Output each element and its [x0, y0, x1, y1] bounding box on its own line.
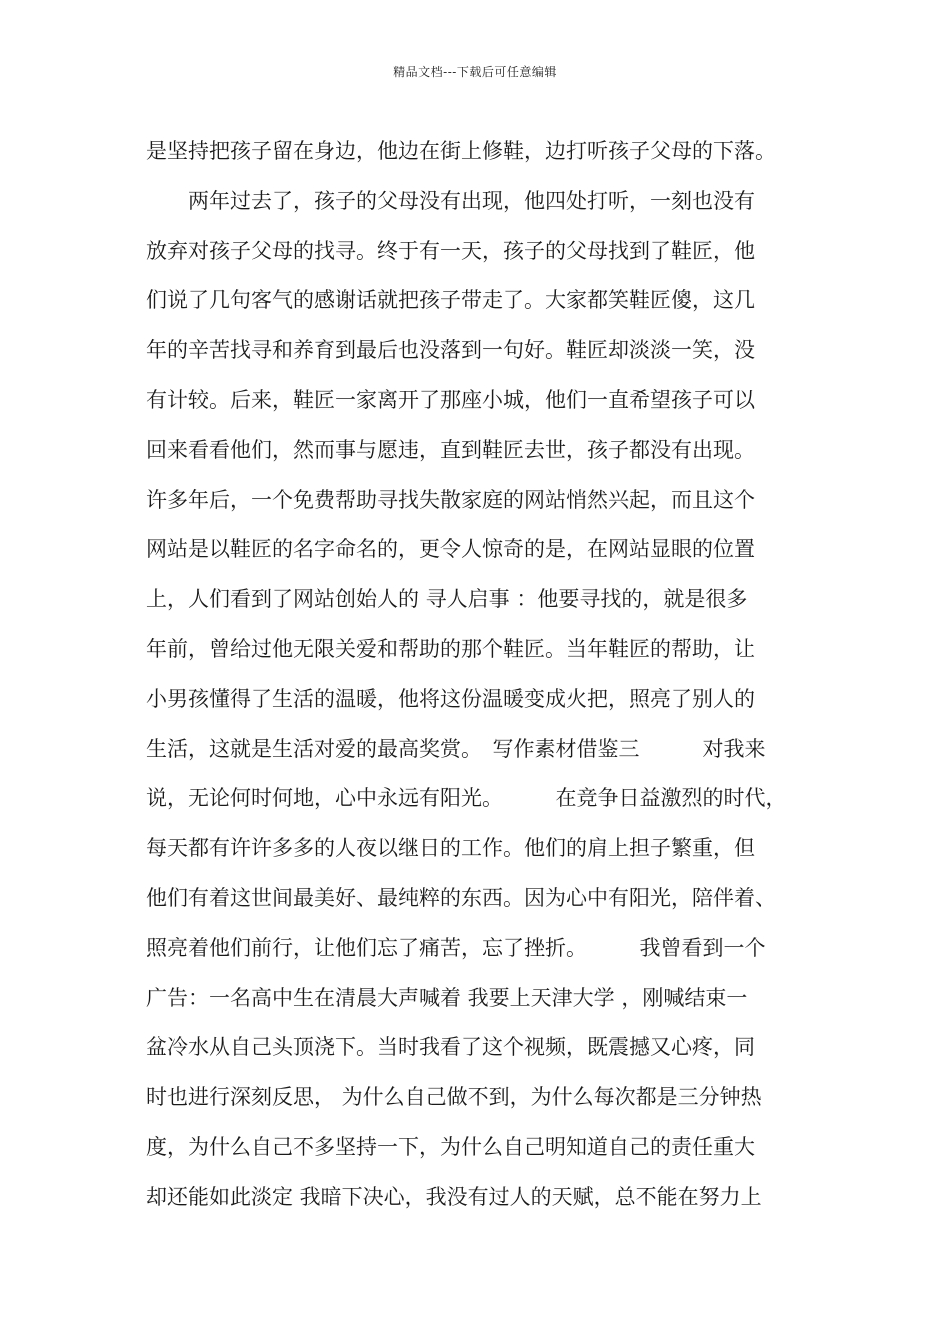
text-line: 度，为什么自己不多坚持一下，为什么自己明知道自己的责任重大 [146, 1134, 755, 1159]
body-text [146, 127, 826, 1223]
text-line: 年的辛苦找寻和养育到最后也没落到一句好。鞋匠却淡淡一笑，没 [146, 338, 755, 363]
text-line: 是坚持把孩子留在身边，他边在街上修鞋，边打听孩子父母的下落。 [146, 139, 776, 163]
text-line: 网站是以鞋匠的名字命名的，更令人惊奇的是，在网站显眼的位置 [146, 537, 755, 562]
text-line: 每天都有许许多多的人夜以继日的工作。他们的肩上担子繁重，但 [146, 836, 755, 861]
text-line: 盆冷水从自己头顶浇下。当时我看了这个视频，既震撼又心疼，同 [146, 1035, 755, 1060]
text-line: 广告：一名高中生在清晨大声喊着 我要上天津大学 ，刚喊结束一 [146, 985, 748, 1010]
text-line: 生活，这就是生活对爱的最高奖赏。 写作素材借鉴三 对我来 [146, 736, 766, 761]
text-line: 回来看看他们，然而事与愿违，直到鞋匠去世，孩子都没有出现。 [146, 437, 755, 462]
text-line: 说，无论何时何地，心中永远有阳光。 在竞争日益激烈的时代， [146, 786, 787, 811]
text-line: 上，人们看到了网站创始人的 寻人启事 ：他要寻找的，就是很多 [146, 587, 748, 612]
page-header: 精品文档---下载后可任意编辑 [393, 65, 557, 79]
text-line: 两年过去了，孩子的父母没有出现，他四处打听，一刻也没有 [146, 188, 755, 213]
text-line: 有计较。后来，鞋匠一家离开了那座小城，他们一直希望孩子可以 [146, 387, 755, 412]
text-line: 放弃对孩子父母的找寻。终于有一天，孩子的父母找到了鞋匠，他 [146, 238, 755, 263]
text-line: 许多年后，一个免费帮助寻找失散家庭的网站悄然兴起，而且这个 [146, 487, 755, 512]
text-line: 他们有着这世间最美好、最纯粹的东西。因为心中有阳光，陪伴着、 [146, 885, 776, 910]
text-line: 们说了几句客气的感谢话就把孩子带走了。大家都笑鞋匠傻，这几 [146, 288, 755, 313]
text-line: 却还能如此淡定 我暗下决心，我没有过人的天赋，总不能在努力上 [146, 1184, 762, 1209]
text-line: 小男孩懂得了生活的温暖，他将这份温暖变成火把，照亮了别人的 [146, 686, 755, 711]
text-line: 年前，曾给过他无限关爱和帮助的那个鞋匠。当年鞋匠的帮助，让 [146, 636, 755, 661]
text-line: 照亮着他们前行，让他们忘了痛苦，忘了挫折。 我曾看到一个 [146, 935, 766, 960]
text-line: 时也进行深刻反思， 为什么自己做不到，为什么每次都是三分钟热 [146, 1085, 762, 1110]
